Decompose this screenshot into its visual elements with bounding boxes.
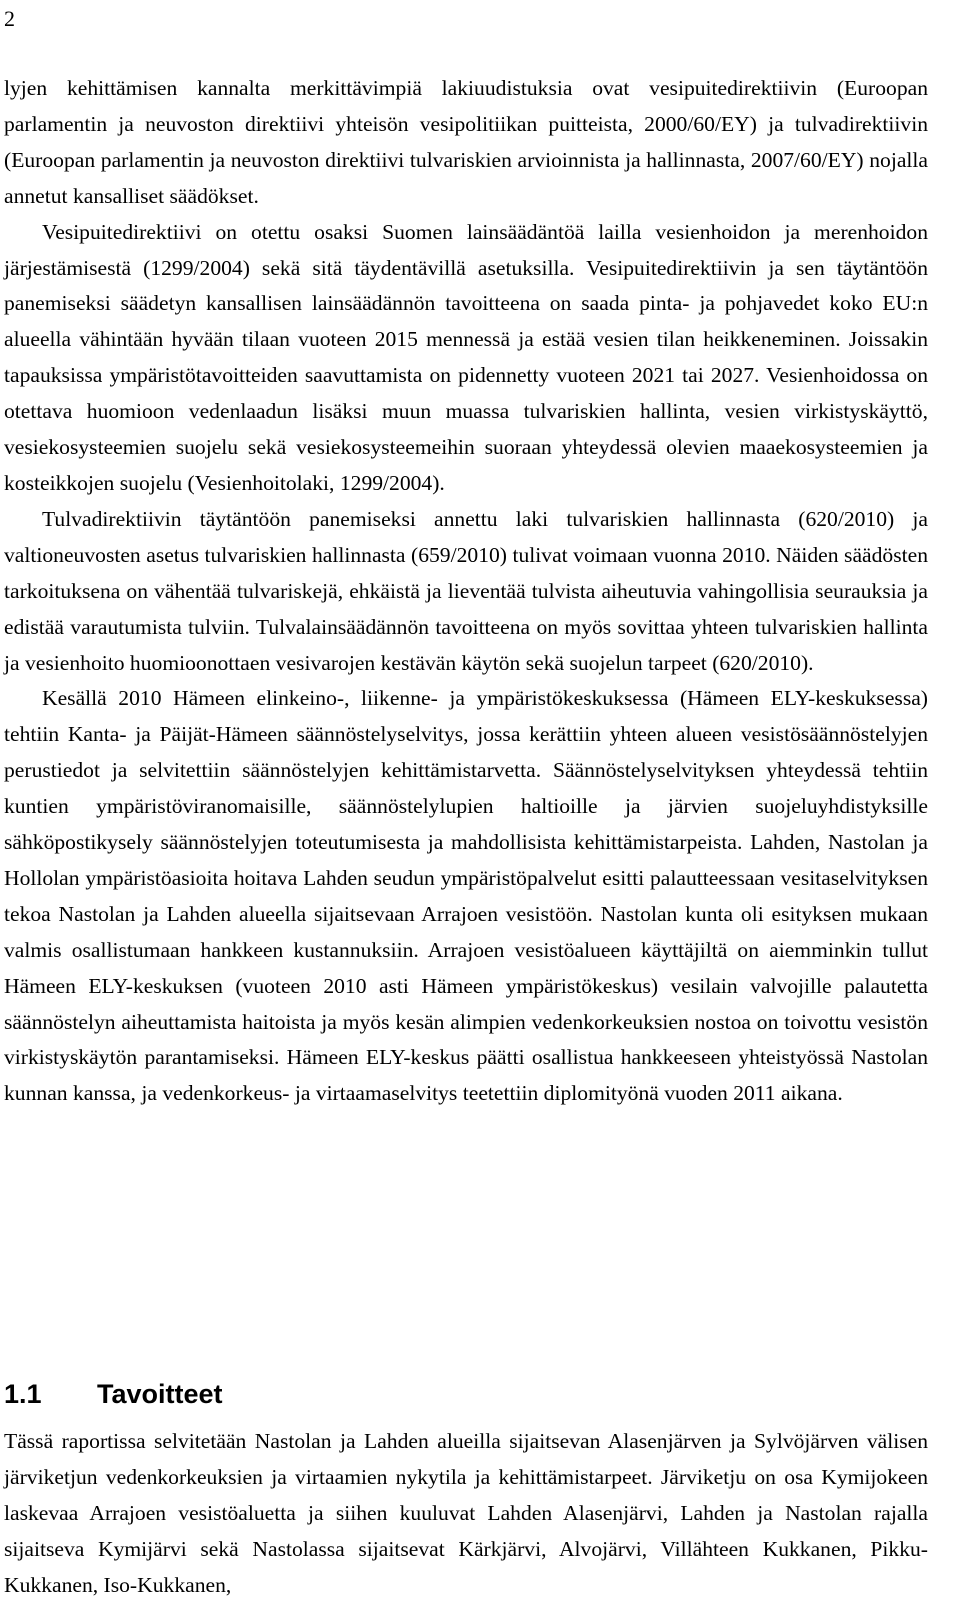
paragraph-objectives: Tässä raportissa selvitetään Nastolan ja Lahden alueilla sijaitsevan Alasenjärven ja Sylvöjärven välisen järviketjun vedenkorkeuksien ja virtaamien nykytila ja kehittämistarpeet. Järviketju on osa Kymijokeen laskevaa Arrajoen vesistöaluetta ja siihen kuuluvat Lahden Alasenjärvi, Lahden ja Nastolan rajalla sijaitseva Kymijärvi sekä Nastolassa sijaitsevat Kärkjärvi, Alvojärvi, Villähteen Kukkanen, Pikku-Kukkanen, Iso-Kukkanen, [4,1429,928,1597]
section-heading [4,1377,223,1411]
section-number: 1.1 [4,1379,42,1409]
body-text [4,71,928,1112]
paragraph-regulation-survey: Kesällä 2010 Hämeen elinkeino-, liikenne- ja ympäristökeskuksessa (Hämeen ELY-keskuksessa) tehtiin Kanta- ja Päijät-Hämeen säännöstelyselvitys, jossa kerättiin yhteen alueen vesistösäännöstelyjen perustiedot ja selvitettiin säännöstelyjen kehittämistarvetta. Säännöstelyselvityksen yhteydessä tehtiin kuntien ympäristöviranomaisille, säännöstelylupien haltioille ja järvien suojeluyhdistyksille sähköpostikysely säännöstelyjen toteutumisesta ja mahdollisista kehittämistarpeista. Lahden, Nastolan ja Hollolan ympäristöasioita hoitava Lahden seudun ympäristöpalvelut esitti palautteessaan vesitaselvityksen tekoa Nastolan ja Lahden alueella sijaitsevaan Arrajoen vesistöön. Nastolan kunta oli esityksen mukaan valmis osallistumaan hankkeen kustannuksiin. Arrajoen vesistöalueen käyttäjiltä on aiemminkin tullut Hämeen ELY-keskuksen (vuoteen 2010 asti Hämeen ympäristökeskus) vesilain valvojille palautetta säännöstelyn aiheuttamista haitoista ja myös kesän alimpien vedenkorkeuksien nostoa on toivottu vesistön virkistyskäytön parantamiseksi. Hämeen ELY-keskus päätti osallistua hankkeeseen yhteistyössä Nastolan kunnan kanssa, ja vedenkorkeus- ja virtaamaselvitys teetettiin diplomityönä vuoden 2011 aikana. [4,686,928,1106]
section-text [4,1424,928,1604]
paragraph-flood-directive: Tulvadirektiivin täytäntöön panemiseksi annettu laki tulvariskien hallinnasta (620/2010) ja valtioneuvosten asetus tulvariskien hallinnasta (659/2010) tulivat voimaan vuonna 2010. Näiden säädösten tarkoituksena on vähentää tulvariskejä, ehkäistä ja lieventää tulvista aiheutuvia vahingollisia seurauksia ja edistää varautumista tulviin. Tulvalainsäädännön tavoitteena on myös sovittaa yhteen tulvariskien hallinta ja vesienhoito huomioonottaen vesivarojen kestävän käytön sekä suojelun tarpeet (620/2010). [4,506,928,675]
paragraph-water-framework: Vesipuitedirektiivi on otettu osaksi Suomen lainsäädäntöä lailla vesienhoidon ja merenhoidon järjestämisestä (1299/2004) sekä sitä täydentävillä asetuksilla. Vesipuitedirektiivin ja sen täytäntöön panemiseksi säädetyn kansallisen lainsäädännön tavoitteena on saada pinta- ja pohjavedet koko EU:n alueella vähintään hyvään tilaan vuoteen 2015 mennessä ja estää vesien tilan heikkeneminen. Joissakin tapauksissa ympäristötavoitteiden saavuttamista on pidennetty vuoteen 2021 tai 2027. Vesienhoidossa on otettava huomioon vedenlaadun lisäksi muun muassa tulvariskien hallinta, vesien virkistyskäyttö, vesiekosysteemien suojelu sekä vesiekosysteemeihin suoraan yhteydessä olevien maaekosysteemien ja kosteikkojen suojelu (Vesienhoitolaki, 1299/2004). [4,219,928,495]
paragraph-continuation: lyjen kehittämisen kannalta merkittävimpiä lakiuudistuksia ovat vesipuitedirektiivin (Euroopan parlamentin ja neuvoston direktiivi yhteisön vesipolitiikan puitteista, 2000/60/EY) ja tulvadirektiivin (Euroopan parlamentin ja neuvoston direktiivi tulvariskien arvioinnista ja hallinnasta, 2007/60/EY) nojalla annetut kansalliset säädökset. [4,76,928,208]
page-number: 2 [4,6,15,31]
section-title: Tavoitteet [97,1379,223,1409]
